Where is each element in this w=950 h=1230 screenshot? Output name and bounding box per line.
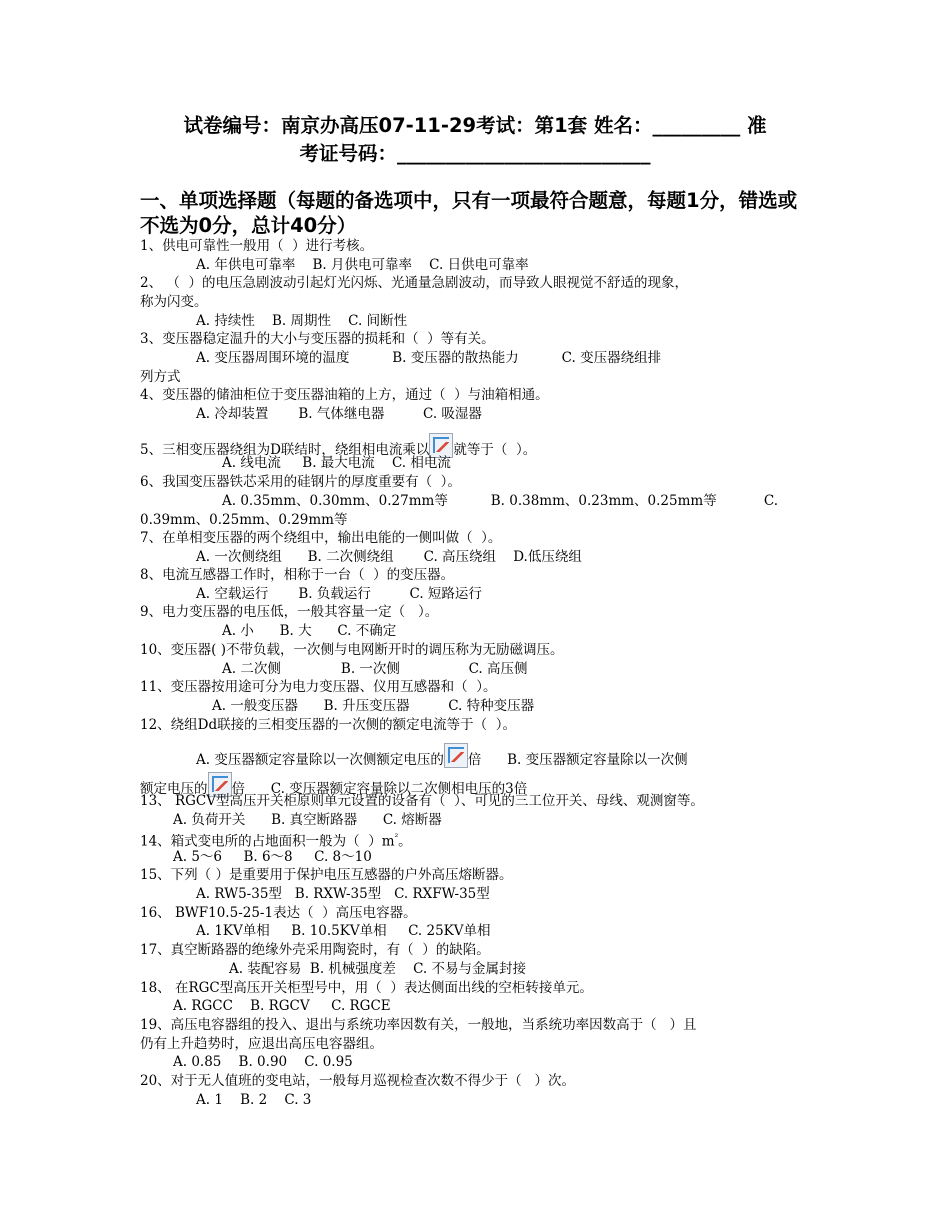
question-12-option-c: 倍 C. 变压器额定容量除以二次侧相电压的3倍 [231, 781, 528, 797]
question-6-options: A. 0.35mm、0.30mm、0.27mm等 B. 0.38mm、0.23mm、0.25mm等 C. [222, 493, 779, 509]
question-16: 16、 BWF10.5-25-1表达（ ）高压电容器。 [140, 905, 417, 921]
question-14-period: 。 [398, 833, 412, 850]
question-2-options: A. 持续性 B. 周期性 C. 间断性 [196, 313, 408, 329]
question-9-options: A. 小 B. 大 C. 不确定 [222, 623, 397, 639]
question-19-cont: 仍有上升趋势时，应退出高压电容器组。 [140, 1036, 383, 1052]
question-7: 7、在单相变压器的两个绕组中，输出电能的一侧叫做（ ）。 [140, 530, 502, 546]
question-17-options: A. 装配容易 B. 机械强度差 C. 不易与金属封接 [229, 961, 527, 977]
question-2: 2、 （ ）的电压急剧波动引起灯光闪烁、光通量急剧波动，而导致人眼视觉不舒适的现象， [140, 275, 688, 291]
question-4-options: A. 冷却装置 B. 气体继电器 C. 吸湿器 [196, 406, 482, 422]
question-3-options-cont: 列方式 [140, 369, 181, 385]
title-line-1: 试卷编号：南京办高压07-11-29考试：第1套 姓名：_________ 准 [183, 114, 767, 137]
section-title: 一、单项选择题（每题的备选项中，只有一项最符合题意，每题1分，错选或不选为0分，总计40分） [140, 189, 798, 237]
question-6-options-cont: 0.39mm、0.25mm、0.29mm等 [140, 512, 348, 528]
question-10-options: A. 二次侧 B. 一次侧 C. 高压侧 [222, 661, 528, 677]
question-13-options: A. 负荷开关 B. 真空断路器 C. 熔断器 [173, 812, 442, 828]
exam-title [140, 112, 810, 168]
question-11: 11、变压器按用途可分为电力变压器、仪用互感器和（ ）。 [140, 679, 497, 695]
question-12-option-b-cont: 额定电压的 [140, 781, 208, 797]
question-14-text: 14、箱式变电所的占地面积一般为（ ）m [140, 833, 395, 850]
question-18: 18、 在RGC型高压开关柜型号中，用（ ）表达侧面出线的空柜转接单元。 [140, 980, 593, 996]
question-12-option-a: A. 变压器额定容量除以一次侧额定电压的 [196, 752, 444, 768]
question-15-options: A. RW5-35型 B. RXW-35型 C. RXFW-35型 [196, 886, 490, 902]
question-13: 13、 RGCV型高压开关柜原则单元设置的设备有（ ）、可见的三工位开关、母线、观测窗等。 [140, 793, 704, 809]
question-11-options: A. 一般变压器 B. 升压变压器 C. 特种变压器 [212, 698, 535, 714]
question-5-text-b: 就等于（ ）。 [453, 442, 537, 458]
question-4: 4、变压器的储油柜位于变压器油箱的上方，通过（ ）与油箱相通。 [140, 387, 549, 403]
question-1-options: A. 年供电可靠率 B. 月供电可靠率 C. 日供电可靠率 [196, 257, 529, 273]
question-19-options: A. 0.85 B. 0.90 C. 0.95 [173, 1054, 353, 1070]
question-12-options [196, 743, 688, 770]
title-line-2: 考证号码：__________________________ [299, 142, 651, 165]
question-1: 1、供电可靠性一般用（ ）进行考核。 [140, 238, 374, 254]
question-3-options: A. 变压器周围环境的温度 B. 变压器的散热能力 C. 变压器绕组排 [196, 350, 662, 366]
question-2-cont: 称为闪变。 [140, 294, 208, 310]
question-8: 8、电流互感器工作时，相称于一台（ ）的变压器。 [140, 567, 455, 583]
question-8-options: A. 空载运行 B. 负载运行 C. 短路运行 [196, 586, 482, 602]
question-5-options: A. 线电流 B. 最大电流 C. 相电流 [222, 455, 451, 471]
question-12-option-b: 倍 B. 变压器额定容量除以一次侧 [467, 752, 688, 768]
question-3: 3、变压器稳定温升的大小与变压器的损耗和（ ）等有关。 [140, 331, 495, 347]
superscript-two: ² [394, 833, 399, 843]
question-7-options: A. 一次侧绕组 B. 二次侧绕组 C. 高压绕组 D.低压绕组 [196, 549, 582, 565]
question-16-options: A. 1KV单相 B. 10.5KV单相 C. 25KV单相 [196, 923, 491, 939]
question-14-options: A. 5～6 B. 6～8 C. 8～10 [173, 849, 372, 865]
question-18-options: A. RGCC B. RGCV C. RGCE [173, 998, 391, 1014]
question-20-options: A. 1 B. 2 C. 3 [196, 1092, 312, 1108]
question-17: 17、真空断路器的绝缘外壳采用陶瓷时，有（ ）的缺陷。 [140, 942, 490, 958]
question-12: 12、绕组Dd联接的三相变压器的一次侧的额定电流等于（ ）。 [140, 717, 516, 733]
question-19: 19、高压电容器组的投入、退出与系统功率因数有关，一般地，当系统功率因数高于（ ）且 [140, 1017, 697, 1033]
question-10: 10、变压器( )不带负载，一次侧与电网断开时的调压称为无励磁调压。 [140, 642, 564, 658]
question-6: 6、我国变压器铁芯采用的硅钢片的厚度重要有（ ）。 [140, 474, 461, 490]
question-20: 20、对于无人值班的变电站，一般每月巡视检查次数不得少于（ ）次。 [140, 1073, 576, 1089]
question-9: 9、电力变压器的电压低，一般其容量一定（ ）。 [140, 604, 439, 620]
question-15: 15、下列（ ）是重要用于保护电压互感器的户外高压熔断器。 [140, 867, 513, 883]
question-5-text-a: 5、三相变压器绕组为D联结时，绕组相电流乘以 [140, 442, 430, 458]
formula-image-icon [444, 743, 468, 768]
